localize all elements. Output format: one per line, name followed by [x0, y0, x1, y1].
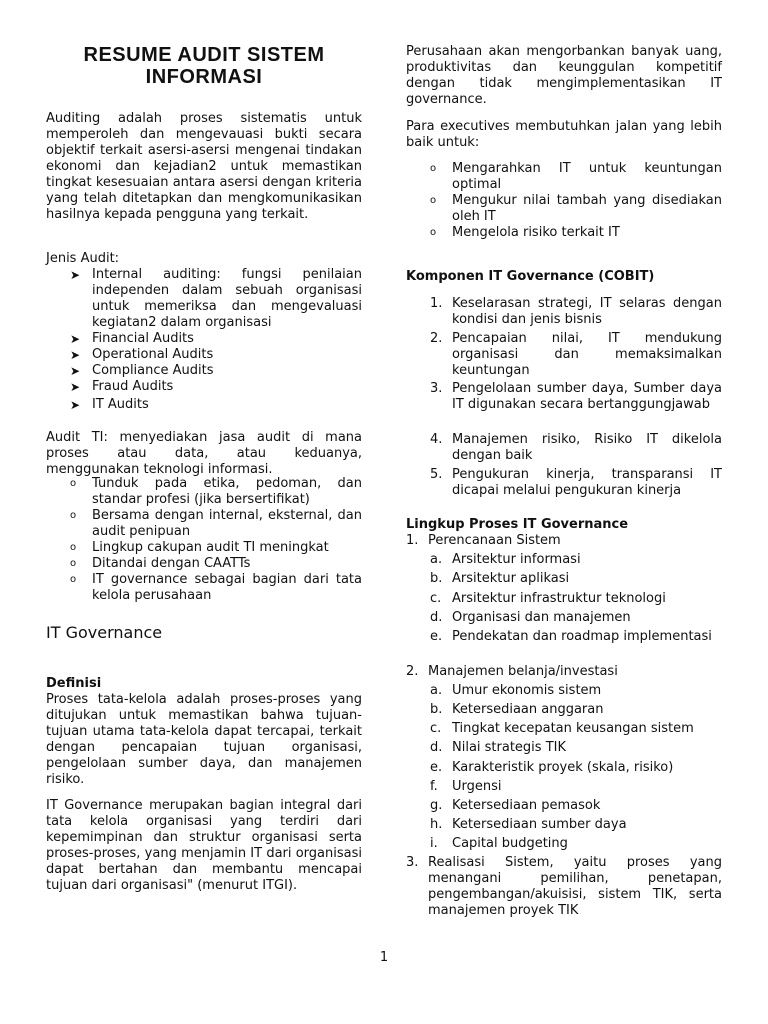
- audit-ti-paragraph: Audit TI: menyediakan jasa audit di mana proses atau data, atau keduanya, menggunakan teknologi informasi.: [46, 430, 362, 477]
- list-item: [430, 702, 722, 718]
- circle-bullet-icon: o: [70, 574, 77, 585]
- list-item: [70, 363, 362, 379]
- list-item: [430, 683, 722, 699]
- list-item-text: Financial Audits: [92, 331, 194, 346]
- list-item-text: Compliance Audits: [92, 363, 214, 378]
- list-item-text: Organisasi dan manajemen: [452, 610, 631, 625]
- list-item-text: Arsitektur infrastruktur teknologi: [452, 591, 666, 606]
- circle-bullet-icon: o: [70, 542, 77, 553]
- list-letter: i.: [430, 836, 438, 851]
- list-item-text: Tingkat kecepatan keusangan sistem: [452, 721, 694, 736]
- list-item-text: Mengukur nilai tambah yang disediakan oleh IT: [452, 193, 722, 224]
- it-governance-paragraph: IT Governance merupakan bagian integral dari tata kelola organisasi yang terdiri dari kepemimpinan dan struktur organisasi serta proses-proses, yang menjamin IT dari organisasi dapat bertahan dan membantu mencapai tujuan dari organisasi" (menurut ITGI).: [46, 798, 362, 893]
- list-item: [430, 467, 722, 499]
- definisi-paragraph: Proses tata-kelola adalah proses-proses yang ditujukan untuk memastikan bahwa tujuan-tujuan utama tata-kelola dapat tercapai, terkait dengan pencapaian tujuan organisasi, pengelolaan sumber daya, dan manajemen risiko.: [46, 692, 362, 787]
- list-letter: e.: [430, 629, 443, 644]
- list-letter: a.: [430, 683, 443, 698]
- arrow-bullet-icon: ➤: [70, 332, 81, 346]
- list-item-text: Manajemen belanja/investasi: [428, 664, 618, 679]
- list-letter: d.: [430, 740, 443, 755]
- komponen-heading: Komponen IT Governance (COBIT): [406, 269, 655, 284]
- list-item-text: Pencapaian nilai, IT mendukung organisasi dan memaksimalkan keuntungan: [452, 331, 722, 378]
- circle-bullet-icon: o: [430, 163, 437, 174]
- list-item-text: Keselarasan strategi, IT selaras dengan kondisi dan jenis bisnis: [452, 296, 722, 327]
- arrow-bullet-icon: ➤: [70, 348, 81, 362]
- list-item-text: Urgensi: [452, 779, 502, 794]
- list-item-text: Realisasi Sistem, yaitu proses yang menangani pemilihan, penetapan, pengembangan/akuisisi, sistem TIK, serta manajemen proyek TIK: [428, 855, 722, 918]
- list-letter: f.: [430, 779, 438, 794]
- list-item: [430, 779, 722, 795]
- list-item: [70, 331, 362, 347]
- list-number: 2.: [430, 331, 443, 346]
- list-item-text: Arsitektur informasi: [452, 552, 581, 567]
- list-item: [430, 296, 722, 328]
- list-item-text: Ketersediaan anggaran: [452, 702, 604, 717]
- title-line-1: RESUME AUDIT SISTEM: [83, 44, 325, 66]
- document-title: [46, 44, 362, 88]
- list-item: [70, 267, 362, 331]
- list-item-text: Mengelola risiko terkait IT: [452, 225, 620, 240]
- list-item-text: Lingkup cakupan audit TI meningkat: [92, 540, 329, 555]
- list-item: [70, 540, 362, 556]
- arrow-bullet-icon: ➤: [70, 364, 81, 378]
- list-item: [70, 572, 362, 604]
- list-item-text: Operational Audits: [92, 347, 214, 362]
- list-item: [430, 161, 722, 193]
- list-item: [406, 664, 722, 680]
- list-item-text: Fraud Audits: [92, 379, 174, 394]
- list-item-text: Ditandai dengan CAATTs: [92, 556, 251, 571]
- list-item: [430, 836, 722, 852]
- list-number: 1.: [406, 533, 419, 548]
- list-item: [430, 552, 722, 568]
- arrow-bullet-icon: ➤: [70, 380, 81, 394]
- list-number: 5.: [430, 467, 443, 482]
- list-item: [430, 193, 722, 225]
- list-item-text: Umur ekonomis sistem: [452, 683, 602, 698]
- circle-bullet-icon: o: [70, 478, 77, 489]
- list-item-text: Pengukuran kinerja, transparansi IT dicapai melalui pengukuran kinerja: [452, 467, 722, 498]
- list-item: [430, 798, 722, 814]
- list-item-text: IT Audits: [92, 397, 149, 412]
- list-item: [70, 347, 362, 363]
- list-item: [430, 432, 722, 464]
- list-item: [70, 476, 362, 508]
- list-item: [406, 855, 722, 919]
- circle-bullet-icon: o: [430, 227, 437, 238]
- list-item-text: Nilai strategis TIK: [452, 740, 567, 755]
- list-letter: d.: [430, 610, 443, 625]
- list-item: [430, 610, 722, 626]
- circle-bullet-icon: o: [430, 195, 437, 206]
- list-letter: c.: [430, 721, 442, 736]
- list-item: [430, 629, 722, 645]
- list-letter: h.: [430, 817, 443, 832]
- circle-bullet-icon: o: [70, 510, 77, 521]
- list-item: [70, 556, 362, 572]
- list-item-text: Mengarahkan IT untuk keuntungan optimal: [452, 161, 722, 192]
- title-line-2: INFORMASI: [145, 66, 263, 88]
- it-governance-heading: IT Governance: [46, 623, 163, 642]
- list-item: [430, 591, 722, 607]
- list-item: [430, 381, 722, 413]
- continuation-paragraph: Perusahaan akan mengorbankan banyak uang, produktivitas dan keunggulan kompetitif dengan tidak mengimplementasikan IT governance.: [406, 44, 722, 107]
- list-item: [406, 533, 722, 549]
- list-item: [430, 760, 722, 776]
- list-item-text: Capital budgeting: [452, 836, 568, 851]
- list-item-text: Bersama dengan internal, eksternal, dan audit penipuan: [92, 508, 362, 539]
- list-number: 3.: [430, 381, 443, 396]
- list-item: [430, 721, 722, 737]
- list-letter: g.: [430, 798, 443, 813]
- arrow-bullet-icon: ➤: [70, 268, 81, 282]
- list-item: [430, 740, 722, 756]
- list-item-text: Ketersediaan pemasok: [452, 798, 601, 813]
- page-number: 1: [379, 950, 389, 965]
- list-item-text: Pengelolaan sumber daya, Sumber daya IT digunakan secara bertanggungjawab: [452, 381, 722, 412]
- list-item: [430, 331, 722, 379]
- circle-bullet-icon: o: [70, 558, 77, 569]
- arrow-bullet-icon: ➤: [70, 398, 81, 412]
- list-letter: b.: [430, 571, 443, 586]
- list-number: 1.: [430, 296, 443, 311]
- list-item: [430, 225, 722, 241]
- lingkup-heading: Lingkup Proses IT Governance: [406, 517, 629, 532]
- list-letter: b.: [430, 702, 443, 717]
- jenis-audit-label: Jenis Audit:: [46, 251, 120, 266]
- list-item-text: Arsitektur aplikasi: [452, 571, 570, 586]
- list-item: [430, 817, 722, 833]
- definisi-heading: Definisi: [46, 676, 102, 691]
- list-number: 4.: [430, 432, 443, 447]
- list-item-text: Tunduk pada etika, pedoman, dan standar profesi (jika bersertifikat): [92, 476, 362, 507]
- list-item-text: Internal auditing: fungsi penilaian independen dalam sebuah organisasi untuk memeriksa dan mengevaluasi kegiatan2 dalam organisasi: [92, 267, 362, 330]
- list-item: [70, 508, 362, 540]
- list-item-text: IT governance sebagai bagian dari tata kelola perusahaan: [92, 572, 362, 603]
- list-number: 3.: [406, 855, 419, 870]
- list-letter: c.: [430, 591, 442, 606]
- auditing-definition: Auditing adalah proses sistematis untuk memperoleh dan mengevauasi bukti secara objektif terkait asersi-asersi mengenai tindakan ekonomi dan kejadian2 untuk memastikan tingkat kesesuaian antara asersi dengan kriteria yang telah ditetapkan dan mengkomunikasikan hasilnya kepada pengguna yang terkait.: [46, 111, 362, 222]
- list-letter: e.: [430, 760, 443, 775]
- executives-paragraph: Para executives membutuhkan jalan yang lebih baik untuk:: [406, 119, 722, 150]
- list-number: 2.: [406, 664, 419, 679]
- list-item-text: Perencanaan Sistem: [428, 533, 561, 548]
- list-item-text: Manajemen risiko, Risiko IT dikelola dengan baik: [452, 432, 722, 463]
- list-item-text: Ketersediaan sumber daya: [452, 817, 627, 832]
- list-item: [70, 379, 362, 395]
- list-item: [430, 571, 722, 587]
- list-item: [70, 397, 362, 413]
- list-item-text: Karakteristik proyek (skala, risiko): [452, 760, 674, 775]
- list-letter: a.: [430, 552, 443, 567]
- list-item-text: Pendekatan dan roadmap implementasi: [452, 629, 712, 644]
